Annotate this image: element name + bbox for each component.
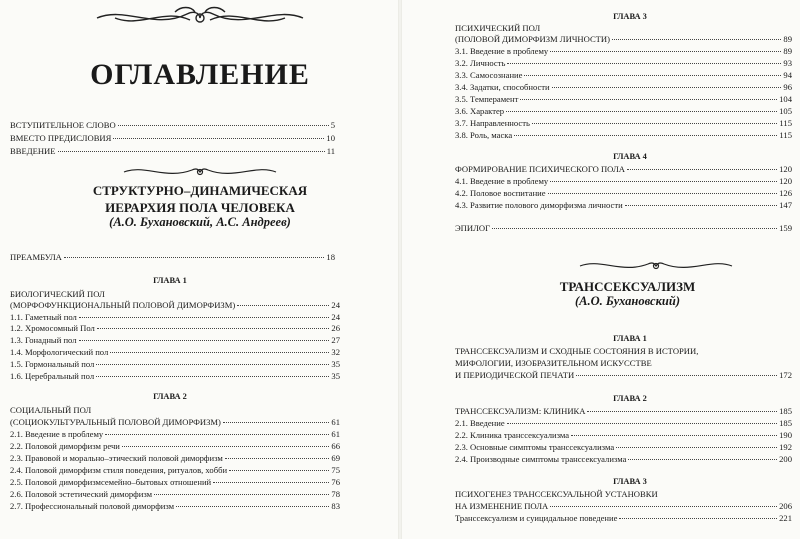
toc-entry[interactable]: 2.3. Основные симптомы транссексуализма 192 (455, 442, 792, 452)
toc-entry[interactable]: Транссексуализм и суицидальное поведение 221 (455, 513, 792, 523)
toc-entry[interactable]: И ПЕРИОДИЧЕСКОЙ ПЕЧАТИ 172 (455, 370, 792, 380)
toc-entry[interactable]: (СОЦИОКУЛЬТУРАЛЬНЫЙ ПОЛОВОЙ ДИМОРФИЗМ) 61 (10, 417, 340, 427)
toc-entry[interactable]: ВВЕДЕНИЕ 11 (10, 146, 335, 156)
toc-entry[interactable]: 3.7. Направленность 115 (455, 118, 792, 128)
chapter-heading: ГЛАВА 1 (153, 276, 187, 285)
part2-authors: (А.О. Бухановский) (575, 294, 680, 308)
chapter-heading: ГЛАВА 4 (613, 152, 647, 161)
toc-entry[interactable]: 4.1. Введение в проблему 120 (455, 176, 792, 186)
toc-entry[interactable]: 4.2. Половое воспитание 126 (455, 188, 792, 198)
chapter-title: СОЦИАЛЬНЫЙ ПОЛ (10, 405, 92, 415)
toc-entry[interactable]: 3.2. Личность 93 (455, 58, 792, 68)
chapter-heading: ГЛАВА 2 (153, 392, 187, 401)
toc-entry[interactable]: 4.3. Развитие полового диморфизма личности 147 (455, 200, 792, 210)
header-ornament (95, 4, 305, 32)
toc-entry[interactable]: 2.1. Введение 185 (455, 418, 792, 428)
part2-title: ТРАНССЕКСУАЛИЗМ (559, 279, 696, 294)
toc-entry[interactable]: 1.5. Гормональный пол 35 (10, 359, 340, 369)
toc-entry[interactable]: 1.6. Церебральный пол 35 (10, 371, 340, 381)
toc-entry[interactable]: 2.4. Производные симптомы транссексуализма 200 (455, 454, 792, 464)
toc-entry[interactable]: 3.5. Темперамент 104 (455, 94, 792, 104)
toc-entry[interactable]: 2.5. Половой диморфизмсемейно–бытовых отношений 76 (10, 477, 340, 487)
toc-entry[interactable]: 3.1. Введение в проблему 89 (455, 46, 792, 56)
toc-entry[interactable]: 1.1. Гаметный пол 24 (10, 312, 340, 322)
toc-entry[interactable]: (МОРФОФУНКЦИОНАЛЬНЫЙ ПОЛОВОЙ ДИМОРФИЗМ) 24 (10, 300, 340, 310)
chapter-heading: ГЛАВА 1 (613, 334, 647, 343)
toc-title: ОГЛАВЛЕНИЕ (90, 58, 310, 91)
toc-entry[interactable]: 1.4. Морфологический пол 32 (10, 347, 340, 357)
chapter-heading: ГЛАВА 3 (613, 477, 647, 486)
toc-entry[interactable]: 3.3. Самосознание 94 (455, 70, 792, 80)
divider-ornament (122, 164, 278, 180)
toc-entry[interactable]: ТРАНССЕКСУАЛИЗМ: КЛИНИКА 185 (455, 406, 792, 416)
chapter-title: ПСИХИЧЕСКИЙ ПОЛ (455, 23, 541, 33)
chapter-heading: ГЛАВА 3 (613, 12, 647, 21)
toc-entry[interactable]: ВМЕСТО ПРЕДИСЛОВИЯ 10 (10, 133, 335, 143)
right-page (400, 0, 800, 539)
chapter-heading: ГЛАВА 2 (613, 394, 647, 403)
toc-entry[interactable]: 2.4. Половой диморфизм стиля поведения, ритуалов, хобби 75 (10, 465, 340, 475)
toc-entry[interactable]: 3.8. Роль, маска 115 (455, 130, 792, 140)
toc-entry[interactable]: 3.6. Характер 105 (455, 106, 792, 116)
toc-entry[interactable]: ВСТУПИТЕЛЬНОЕ СЛОВО 5 (10, 120, 335, 130)
part1-authors: (А.О. Бухановский, А.С. Андреев) (109, 215, 291, 229)
toc-entry[interactable]: 2.2. Половой диморфизм речи 66 (10, 441, 340, 451)
toc-entry[interactable]: 2.6. Половой эстетический диморфизм 78 (10, 489, 340, 499)
toc-entry-preamble[interactable]: ПРЕАМБУЛА 18 (10, 252, 335, 262)
part1-title: СТРУКТУРНО–ДИНАМИЧЕСКАЯ ИЕРАРХИЯ ПОЛА ЧЕЛОВЕКА (92, 183, 308, 215)
toc-entry[interactable]: 2.2. Клиника транссексуализма 190 (455, 430, 792, 440)
toc-entry-epilogue[interactable]: ЭПИЛОГ 159 (455, 223, 792, 233)
toc-entry[interactable]: 3.4. Задатки, способности 96 (455, 82, 792, 92)
toc-entry[interactable]: 1.3. Гонадный пол 27 (10, 335, 340, 345)
chapter-title: МИФОЛОГИИ, ИЗОБРАЗИТЕЛЬНОМ ИСКУССТВЕ (455, 358, 652, 368)
divider-ornament (578, 258, 734, 274)
toc-entry[interactable]: (ПОЛОВОЙ ДИМОРФИЗМ ЛИЧНОСТИ) 89 (455, 34, 792, 44)
toc-entry[interactable]: 2.3. Правовой и морально–этический половой диморфизм 69 (10, 453, 340, 463)
toc-entry[interactable]: 2.7. Профессиональный половой диморфизм 83 (10, 501, 340, 511)
toc-entry[interactable]: 2.1. Введение в проблему 61 (10, 429, 340, 439)
chapter-title: ПСИХОГЕНЕЗ ТРАНССЕКСУАЛЬНОЙ УСТАНОВКИ (455, 489, 658, 499)
toc-entry[interactable]: ФОРМИРОВАНИЕ ПСИХИЧЕСКОГО ПОЛА 120 (455, 164, 792, 174)
toc-entry[interactable]: НА ИЗМЕНЕНИЕ ПОЛА 206 (455, 501, 792, 511)
toc-entry[interactable]: 1.2. Хромосомный Пол 26 (10, 323, 340, 333)
chapter-title: ТРАНССЕКСУАЛИЗМ И СХОДНЫЕ СОСТОЯНИЯ В ИСТОРИИ, (455, 346, 699, 356)
chapter-title: БИОЛОГИЧЕСКИЙ ПОЛ (10, 289, 105, 299)
